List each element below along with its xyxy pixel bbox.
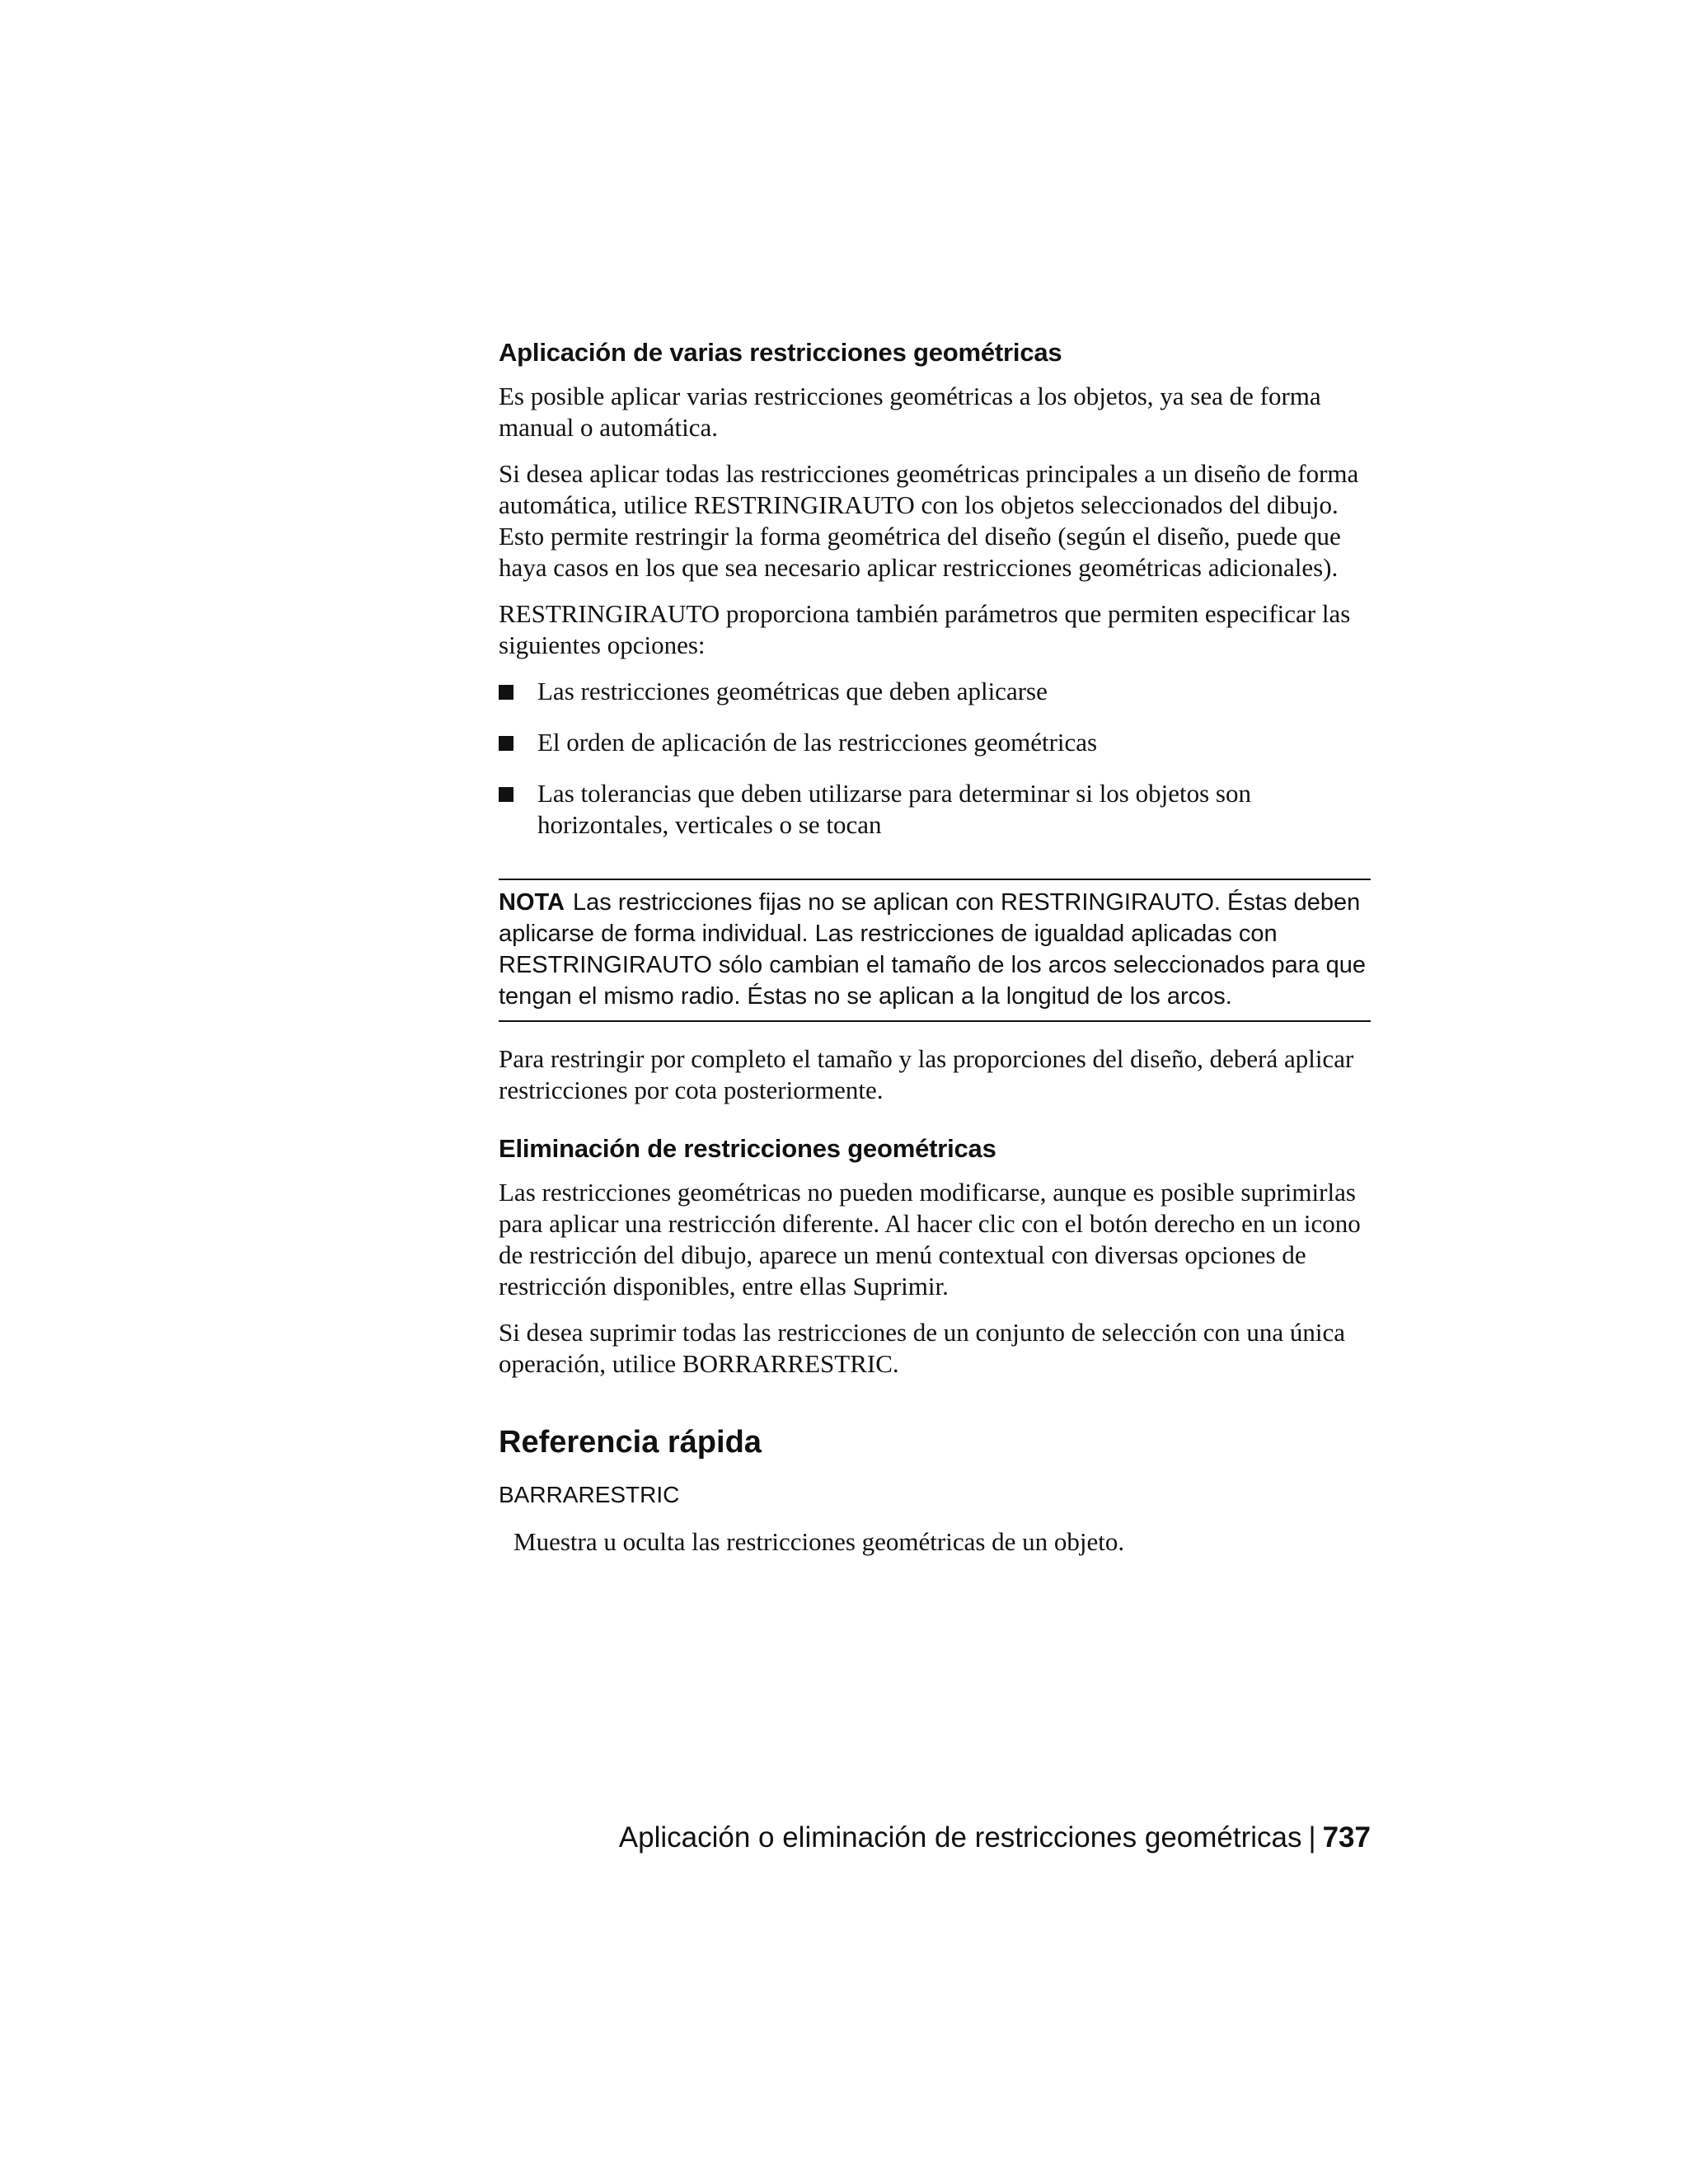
section-heading-remove: Eliminación de restricciones geométricas — [499, 1134, 996, 1163]
list-item — [499, 727, 1371, 758]
note-text: Las restricciones fijas no se aplican con RESTRINGIRAUTO. Éstas deben aplicarse de forma individual. Las restricciones de igualdad aplicadas con RESTRINGIRAUTO sólo cambian el tamaño de los arcos seleccionados para que tengan el mismo radio. Éstas no se aplican a la longitud de los arcos. — [499, 889, 1367, 1010]
square-bullet-icon — [499, 685, 513, 700]
footer-chapter-title: Aplicación o eliminación de restricciones geométricas — [618, 1821, 1302, 1854]
options-list — [499, 676, 1371, 841]
page-footer — [619, 1820, 1371, 1856]
footer-separator: | — [1308, 1821, 1316, 1854]
list-item — [499, 676, 1371, 707]
quick-reference-heading: Referencia rápida — [499, 1425, 762, 1460]
note-label: NOTA — [499, 889, 565, 916]
command-description: Muestra u oculta las restricciones geométricas de un objeto. — [513, 1527, 1125, 1556]
list-item-text: El orden de aplicación de las restricciones geométricas — [537, 728, 1098, 757]
page-number: 737 — [1322, 1821, 1371, 1854]
paragraph: Es posible aplicar varias restricciones geométricas a los objetos, ya sea de forma manual o automática. — [499, 382, 1321, 442]
command-name: BARRARESTRIC — [499, 1482, 680, 1507]
paragraph: Para restringir por completo el tamaño y las proporciones del diseño, deberá aplicar restricciones por cota posteriormente. — [499, 1044, 1354, 1104]
note-box — [499, 879, 1371, 1022]
list-item — [499, 778, 1371, 841]
paragraph: Si desea suprimir todas las restricciones de un conjunto de selección con una única operación, utilice BORRARRESTRIC. — [499, 1318, 1345, 1378]
section-heading-apply: Aplicación de varias restricciones geométricas — [499, 338, 1062, 367]
list-item-text: Las tolerancias que deben utilizarse para determinar si los objetos son horizontales, verticales o se tocan — [537, 779, 1251, 839]
paragraph: Las restricciones geométricas no pueden modificarse, aunque es posible suprimirlas para aplicar una restricción diferente. Al hacer clic con el botón derecho en un icono de restricción del dibujo, aparece un menú contextual con diversas opciones de restricción disponibles, entre ellas Suprimir. — [499, 1178, 1361, 1301]
square-bullet-icon — [499, 787, 513, 802]
list-item-text: Las restricciones geométricas que deben aplicarse — [537, 677, 1048, 705]
paragraph: Si desea aplicar todas las restricciones geométricas principales a un diseño de forma automática, utilice RESTRINGIRAUTO con los objetos seleccionados del dibujo. Esto permite restringir la forma geométrica del diseño (según el diseño, puede que haya casos en los que sea necesario aplicar restricciones geométricas adicionales). — [499, 459, 1359, 582]
page-content — [499, 336, 1371, 1558]
square-bullet-icon — [499, 736, 513, 751]
paragraph: RESTRINGIRAUTO proporciona también parámetros que permiten especificar las siguientes opciones: — [499, 599, 1351, 659]
